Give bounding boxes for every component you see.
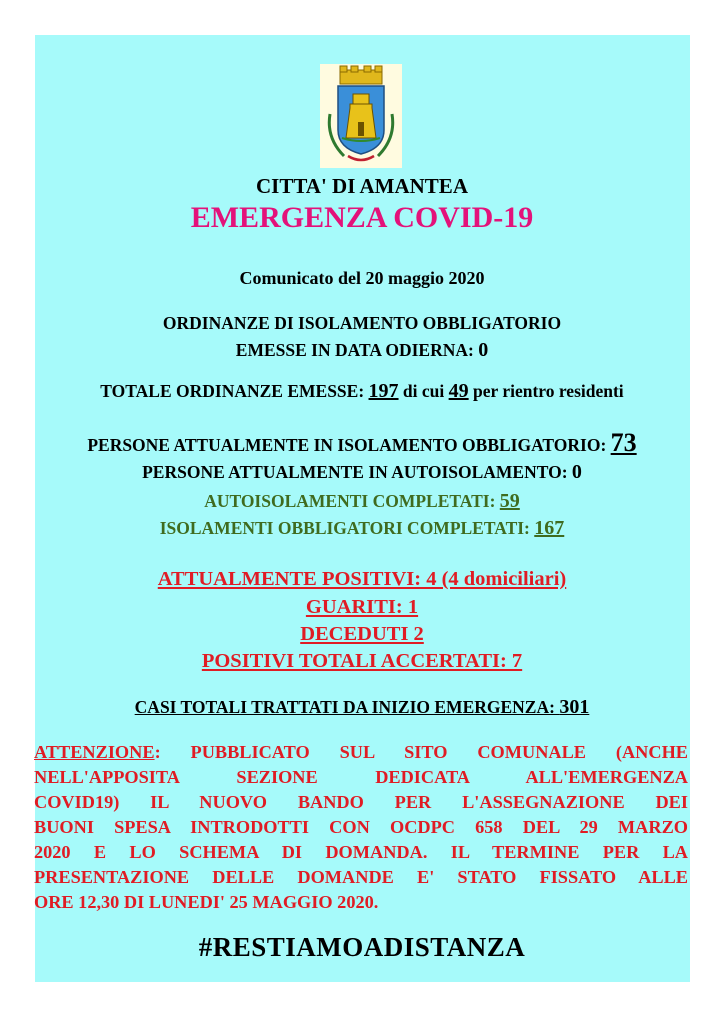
ordinanze-line-2: [0, 339, 724, 362]
avviso-row: ORE 12,30 DI LUNEDI' 25 MAGGIO 2020.: [34, 892, 379, 912]
deceduti: DECEDUTI 2: [300, 623, 424, 645]
autoisolamento-value: 0: [571, 461, 582, 483]
totale-ordinanze-value: 197: [368, 380, 399, 402]
casi-totali-line: [0, 696, 724, 719]
ordinanze-today-label: EMESSE IN DATA ODIERNA:: [235, 340, 479, 360]
hashtag: #RESTIAMOADISTANZA: [198, 932, 526, 962]
avviso-row: 2020 E LO SCHEMA DI DOMANDA. IL TERMINE PER LA: [34, 842, 688, 862]
communique-date: Comunicato del 20 maggio 2020: [239, 268, 485, 288]
avviso-lead: ATTENZIONE: [34, 742, 155, 762]
rientro-residenti-value: 49: [448, 380, 469, 402]
totale-ordinanze-label: TOTALE ORDINANZE EMESSE:: [100, 381, 369, 401]
isolamenti-completati-value: 167: [534, 517, 565, 539]
avviso-row-text: : PUBBLICATO SUL SITO COMUNALE (ANCHE: [154, 742, 688, 762]
isolamento-value: 73: [610, 428, 637, 457]
isolamenti-completati-line: [0, 517, 724, 540]
rientro-residenti-tail: per rientro residenti: [468, 381, 624, 401]
autoisolamenti-completati-line: [0, 490, 724, 513]
isolamenti-completati-label: ISOLAMENTI OBBLIGATORI COMPLETATI:: [159, 518, 535, 538]
avviso-paragraph: [34, 740, 688, 915]
autoisolamenti-completati-value: 59: [499, 490, 520, 512]
isolamento-line: [0, 428, 724, 458]
avviso-row: BUONI SPESA INTRODOTTI CON OCDPC 658 DEL 29 MARZO: [34, 817, 688, 837]
isolamento-label: PERSONE ATTUALMENTE IN ISOLAMENTO OBBLIGATORIO:: [87, 435, 611, 455]
autoisolamento-label: PERSONE ATTUALMENTE IN AUTOISOLAMENTO:: [142, 462, 572, 482]
autoisolamento-line: [0, 461, 724, 484]
attualmente-positivi: ATTUALMENTE POSITIVI: 4 (4 domiciliari): [157, 568, 567, 590]
ordinanze-today-value: 0: [478, 339, 489, 361]
casi-totali-label: CASI TOTALI TRATTATI DA INIZIO EMERGENZA:: [134, 697, 560, 717]
totale-ordinanze-line: [0, 380, 724, 403]
autoisolamenti-completati-label: AUTOISOLAMENTI COMPLETATI:: [204, 491, 500, 511]
ordinanze-line-1: ORDINANZE DI ISOLAMENTO OBBLIGATORIO: [162, 313, 562, 333]
guariti: GUARITI: 1: [305, 596, 419, 618]
city-title: CITTA' DI AMANTEA: [256, 174, 468, 198]
positivi-totali: POSITIVI TOTALI ACCERTATI: 7: [201, 650, 523, 672]
totale-ordinanze-mid: di cui: [398, 381, 449, 401]
avviso-row: PRESENTAZIONE DELLE DOMANDE E' STATO FISSATO ALLE: [34, 867, 688, 887]
casi-totali-value: 301: [559, 696, 590, 718]
avviso-row: [34, 740, 688, 765]
avviso-row: COVID19) IL NUOVO BANDO PER L'ASSEGNAZIONE DEI: [34, 792, 688, 812]
avviso-row: NELL'APPOSITA SEZIONE DEDICATA ALL'EMERGENZA: [34, 767, 688, 787]
emergency-title: EMERGENZA COVID-19: [190, 201, 534, 234]
city-crest-emblem: [320, 64, 402, 168]
